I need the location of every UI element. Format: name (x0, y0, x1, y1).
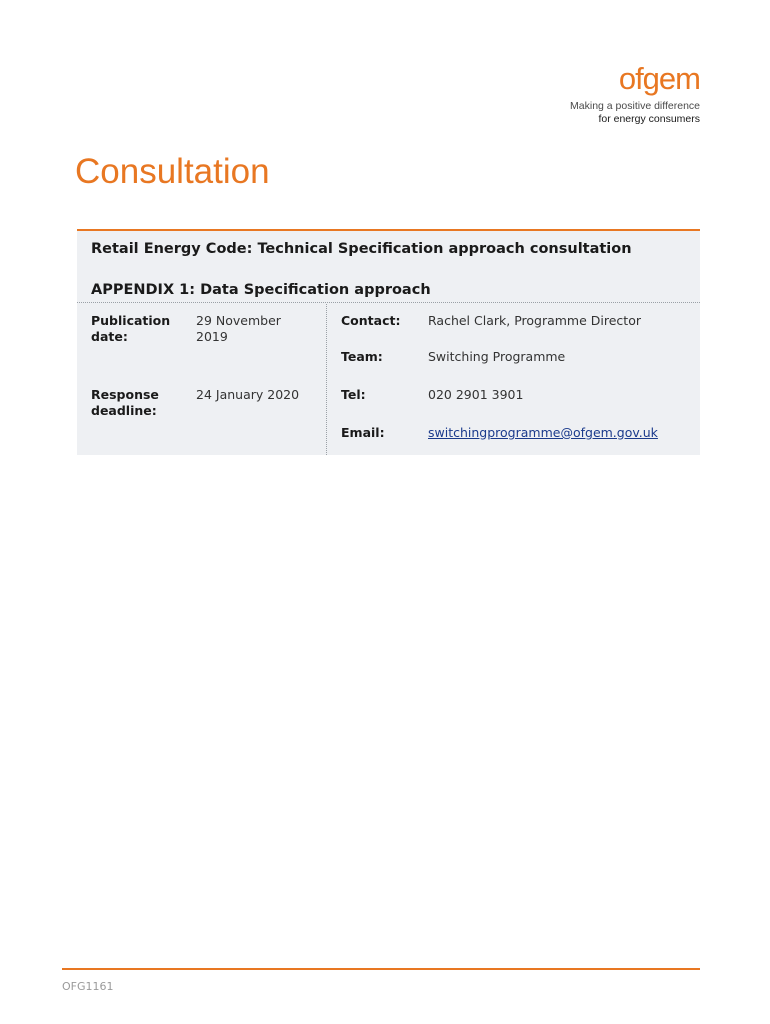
contact-value: Rachel Clark, Programme Director (428, 313, 641, 328)
tel-label: Tel: (341, 387, 366, 402)
document-subtitle: APPENDIX 1: Data Specification approach (91, 282, 431, 298)
logo-wordmark: ofgem (618, 61, 700, 96)
ofgem-logo (560, 62, 700, 126)
publication-date-value: 29 November 2019 (196, 313, 281, 344)
logo-tagline (560, 100, 700, 126)
contact-label: Contact: (341, 313, 401, 328)
logo-tagline-line1: Making a positive difference (570, 100, 700, 112)
info-box-divider (77, 302, 700, 303)
document-info-box (77, 229, 700, 455)
document-reference: OFG1161 (62, 980, 114, 993)
document-title: Retail Energy Code: Technical Specification approach consultation (91, 241, 632, 257)
publication-date-label: Publication date: (91, 313, 171, 344)
document-type-heading: Consultation (75, 152, 270, 191)
info-box-column-divider (326, 304, 327, 455)
team-label: Team: (341, 349, 383, 364)
tel-value: 020 2901 3901 (428, 387, 524, 402)
email-label: Email: (341, 425, 385, 440)
footer-divider (62, 968, 700, 970)
response-deadline-value: 24 January 2020 (196, 387, 300, 402)
team-value: Switching Programme (428, 349, 566, 364)
email-link[interactable]: switchingprogramme@ofgem.gov.uk (428, 425, 658, 440)
logo-tagline-line2: for energy consumers (598, 113, 700, 125)
response-deadline-label: Response deadline: (91, 387, 159, 418)
